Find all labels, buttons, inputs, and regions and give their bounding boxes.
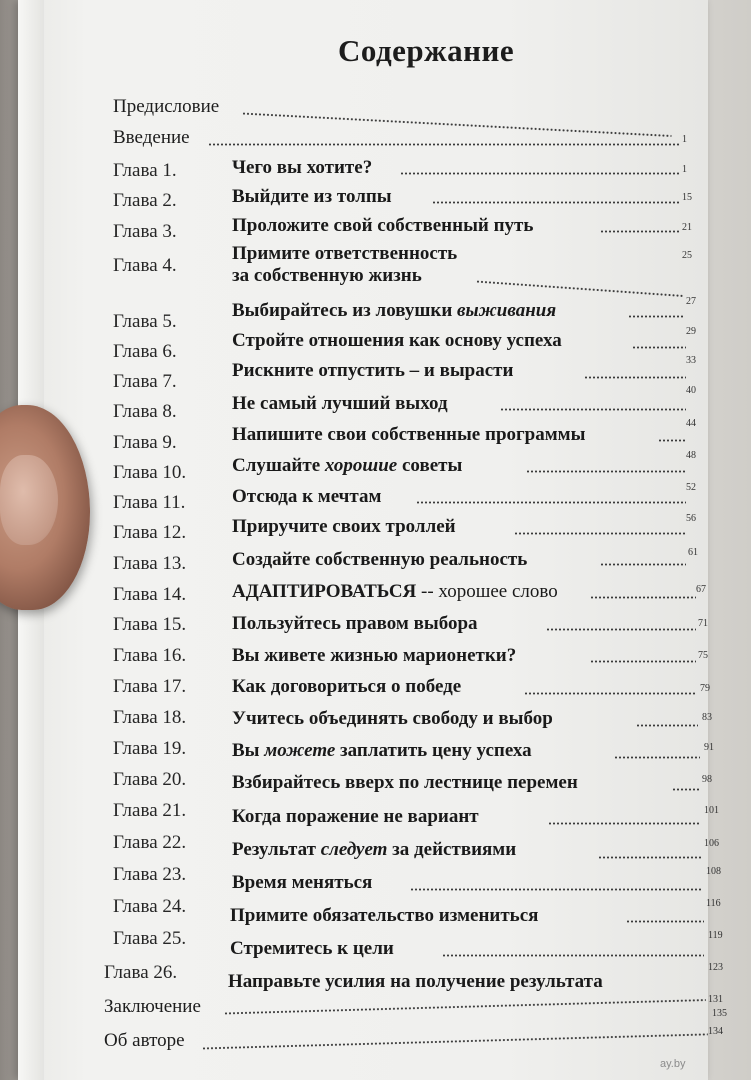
- page-number: 67: [696, 584, 706, 595]
- page-number: 134: [708, 1026, 723, 1037]
- chapter-label: Глава 2.: [113, 190, 177, 211]
- page-number: 52: [686, 482, 696, 493]
- chapter-label: Глава 20.: [113, 769, 187, 790]
- page-number: 116: [706, 898, 721, 909]
- dot-leader: [672, 788, 700, 791]
- chapter-label: Глава 14.: [113, 584, 187, 605]
- chapter-title: Рискните отпустить – и вырасти: [232, 360, 514, 381]
- page-number: 101: [704, 805, 719, 816]
- chapter-label: Глава 10.: [113, 462, 187, 483]
- toc-conclusion: Заключение: [104, 996, 201, 1017]
- chapter-label: Глава 24.: [113, 896, 187, 917]
- chapter-title: Учитесь объединять свободу и выбор: [232, 708, 553, 729]
- chapter-title: АДАПТИРОВАТЬСЯ -- хорошее слово: [232, 581, 558, 602]
- dot-leader: [524, 692, 696, 695]
- chapter-title: Чего вы хотите?: [232, 157, 373, 178]
- dot-leader: [632, 346, 686, 349]
- dot-leader: [202, 1033, 708, 1050]
- chapter-label: Глава 15.: [113, 614, 187, 635]
- toc-front-preface: Предисловие: [113, 96, 220, 117]
- chapter-title: Примите обязательство измениться: [230, 905, 539, 926]
- page-number: 108: [706, 866, 721, 877]
- dot-leader: [600, 230, 680, 233]
- chapter-title: Не самый лучший выход: [232, 393, 448, 414]
- dot-leader: [590, 596, 696, 599]
- chapter-title: Проложите свой собственный путь: [232, 215, 534, 236]
- toc-introduction: Введение: [113, 127, 190, 148]
- dot-leader: [614, 756, 700, 759]
- chapter-title: Как договориться о победе: [232, 676, 462, 697]
- chapter-label: Глава 4.: [113, 255, 177, 276]
- dot-leader: [242, 112, 672, 138]
- page-number: 56: [686, 513, 696, 524]
- chapter-label: Глава 1.: [113, 160, 177, 181]
- chapter-label: Глава 13.: [113, 553, 187, 574]
- chapter-label: Глава 18.: [113, 707, 187, 728]
- chapter-label: Глава 6.: [113, 341, 177, 362]
- dot-leader: [546, 628, 696, 631]
- toc-about-author: Об авторе: [104, 1030, 185, 1051]
- chapter-title: Вы можете заплатить цену успеха: [232, 740, 532, 761]
- chapter-title: Выйдите из толпы: [232, 186, 392, 207]
- page-number: 119: [708, 930, 723, 941]
- chapter-title: Слушайте хорошие советы: [232, 455, 463, 476]
- chapter-title: Взбирайтесь вверх по лестнице перемен: [232, 772, 578, 793]
- chapter-label: Глава 9.: [113, 432, 177, 453]
- page-number: 44: [686, 418, 696, 429]
- page-number: 27: [686, 296, 696, 307]
- page-number: 21: [682, 222, 692, 233]
- watermark: ay.by: [660, 1058, 686, 1070]
- dot-leader: [432, 201, 680, 204]
- page-number: 61: [688, 547, 698, 558]
- dot-leader: [224, 999, 706, 1015]
- page-number: 131: [708, 994, 723, 1005]
- chapter-label: Глава 16.: [113, 645, 187, 666]
- chapter-title: Примите ответственность: [232, 243, 458, 264]
- chapter-label: Глава 11.: [113, 492, 186, 513]
- thumbnail-nail: [0, 455, 58, 545]
- page-number: 106: [704, 838, 719, 849]
- chapter-title: Отсюда к мечтам: [232, 486, 382, 507]
- dot-leader: [636, 724, 698, 727]
- page-number: 75: [698, 650, 708, 661]
- chapter-label: Глава 26.: [104, 962, 178, 983]
- dot-leader: [658, 439, 686, 442]
- chapter-label: Глава 12.: [113, 522, 187, 543]
- dot-leader: [548, 822, 700, 825]
- dot-leader: [590, 660, 696, 663]
- dot-leader: [584, 376, 686, 379]
- dot-leader: [598, 856, 702, 859]
- chapter-label: Глава 25.: [113, 928, 187, 949]
- chapter-title: Создайте собственную реальность: [232, 549, 528, 570]
- dot-leader: [628, 315, 684, 318]
- chapter-label: Глава 3.: [113, 221, 177, 242]
- page-number: 1: [682, 164, 687, 175]
- dot-leader: [442, 954, 704, 957]
- page-number: 29: [686, 326, 696, 337]
- dot-leader: [410, 888, 702, 891]
- chapter-title: Приручите своих троллей: [232, 516, 456, 537]
- chapter-title: Когда поражение не вариант: [232, 806, 479, 827]
- chapter-label: Глава 23.: [113, 864, 187, 885]
- page-title: Содержание: [338, 33, 515, 68]
- page-number: 25: [682, 250, 692, 261]
- dot-leader: [400, 172, 680, 175]
- dot-leader: [208, 143, 680, 146]
- chapter-label: Глава 7.: [113, 371, 177, 392]
- dot-leader: [526, 470, 686, 473]
- chapter-title: Стройте отношения как основу успеха: [232, 330, 562, 351]
- page-number: 48: [686, 450, 696, 461]
- page-number: 98: [702, 774, 712, 785]
- chapter-title: Выбирайтесь из ловушки выживания: [232, 300, 557, 321]
- chapter-title: Напишите свои собственные программы: [232, 424, 586, 445]
- chapter-title: Результат следует за действиями: [232, 839, 517, 860]
- page-number: 40: [686, 385, 696, 396]
- dot-leader: [476, 280, 684, 298]
- chapter-title: Время меняться: [232, 872, 373, 893]
- chapter-title: Направьте усилия на получение результата: [228, 971, 603, 992]
- page-number: 71: [698, 618, 708, 629]
- page-number: 15: [682, 192, 692, 203]
- page-number: 123: [708, 962, 723, 973]
- chapter-label: Глава 17.: [113, 676, 187, 697]
- dot-leader: [626, 920, 704, 923]
- page-number: 33: [686, 355, 696, 366]
- chapter-label: Глава 8.: [113, 401, 177, 422]
- chapter-title: Стремитесь к цели: [230, 938, 394, 959]
- page-number: 83: [702, 712, 712, 723]
- dot-leader: [500, 408, 686, 411]
- dot-leader: [600, 563, 686, 566]
- page-number: 79: [700, 683, 710, 694]
- chapter-label: Глава 5.: [113, 311, 177, 332]
- dot-leader: [416, 501, 686, 504]
- page-number: 135: [712, 1008, 727, 1019]
- chapter-title: Пользуйтесь правом выбора: [232, 613, 478, 634]
- page-number: 1: [682, 134, 687, 145]
- page-number: 91: [704, 742, 714, 753]
- chapter-label: Глава 21.: [113, 800, 187, 821]
- chapter-title-continuation: за собственную жизнь: [232, 265, 422, 286]
- chapter-label: Глава 22.: [113, 832, 187, 853]
- chapter-label: Глава 19.: [113, 738, 187, 759]
- chapter-title: Вы живете жизнью марионетки?: [232, 645, 517, 666]
- dot-leader: [514, 532, 686, 535]
